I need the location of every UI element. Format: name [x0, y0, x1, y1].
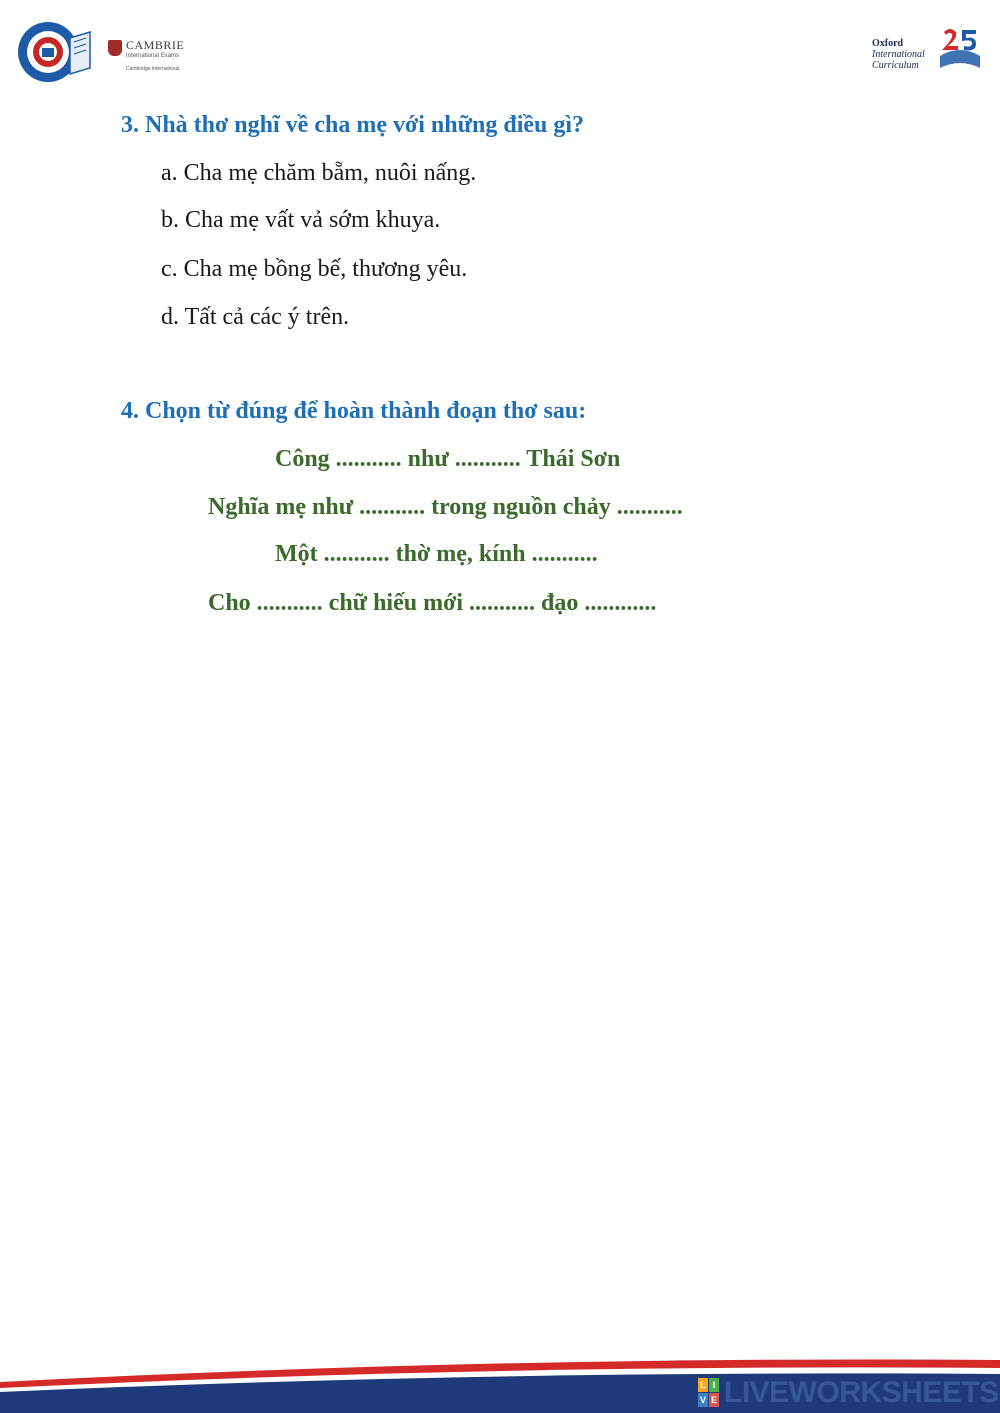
cambridge-shield-icon: [108, 40, 122, 56]
question-3-title: [121, 112, 584, 139]
question-3-text: . Nhà thơ nghĩ về cha mẹ với những điều gì?: [133, 112, 585, 138]
cambridge-subtitle-2: Cambridge International: [126, 66, 180, 72]
question-4-text: . Chọn từ đúng để hoàn thành đoạn thơ sau:: [133, 398, 587, 424]
oxford-line-2: International: [872, 49, 925, 60]
poem-line-3: Một ........... thờ mẹ, kính ...........: [275, 541, 598, 567]
question-3-option-d: d. Tất cả các ý trên.: [161, 304, 350, 330]
question-4-number: 4: [121, 398, 133, 424]
school-logo-icon: [16, 18, 92, 86]
liveworksheets-logo-icon: L I V E: [699, 1380, 717, 1405]
poem-line-4: Cho ........... chữ hiếu mới ........... đạo ............: [208, 590, 657, 616]
oxford-logo: [872, 38, 936, 71]
question-3-option-c: c. Cha mẹ bồng bế, thương yêu.: [161, 256, 468, 282]
question-4-title: [121, 398, 586, 425]
question-3-number: 3: [121, 112, 133, 138]
cambridge-name: CAMBRIE: [126, 38, 185, 52]
poem-line-1: Công ........... như ........... Thái Sơn: [275, 446, 621, 472]
liveworksheets-brand: LIVEWORKSHEETS: [724, 1376, 999, 1409]
question-3-option-a: a. Cha mẹ chăm bẵm, nuôi nấng.: [161, 160, 477, 186]
oxford-line-1: Oxford: [872, 38, 904, 49]
anniversary-badge-icon: [936, 26, 984, 72]
cambridge-subtitle: International Exams: [126, 53, 180, 59]
oxford-line-3: Curriculum: [872, 60, 919, 71]
poem-line-2: Nghĩa mẹ như ........... trong nguồn chảy ...........: [208, 494, 683, 520]
cambridge-logo: [108, 38, 188, 78]
question-3-option-b: b. Cha mẹ vất vả sớm khuya.: [161, 207, 441, 233]
